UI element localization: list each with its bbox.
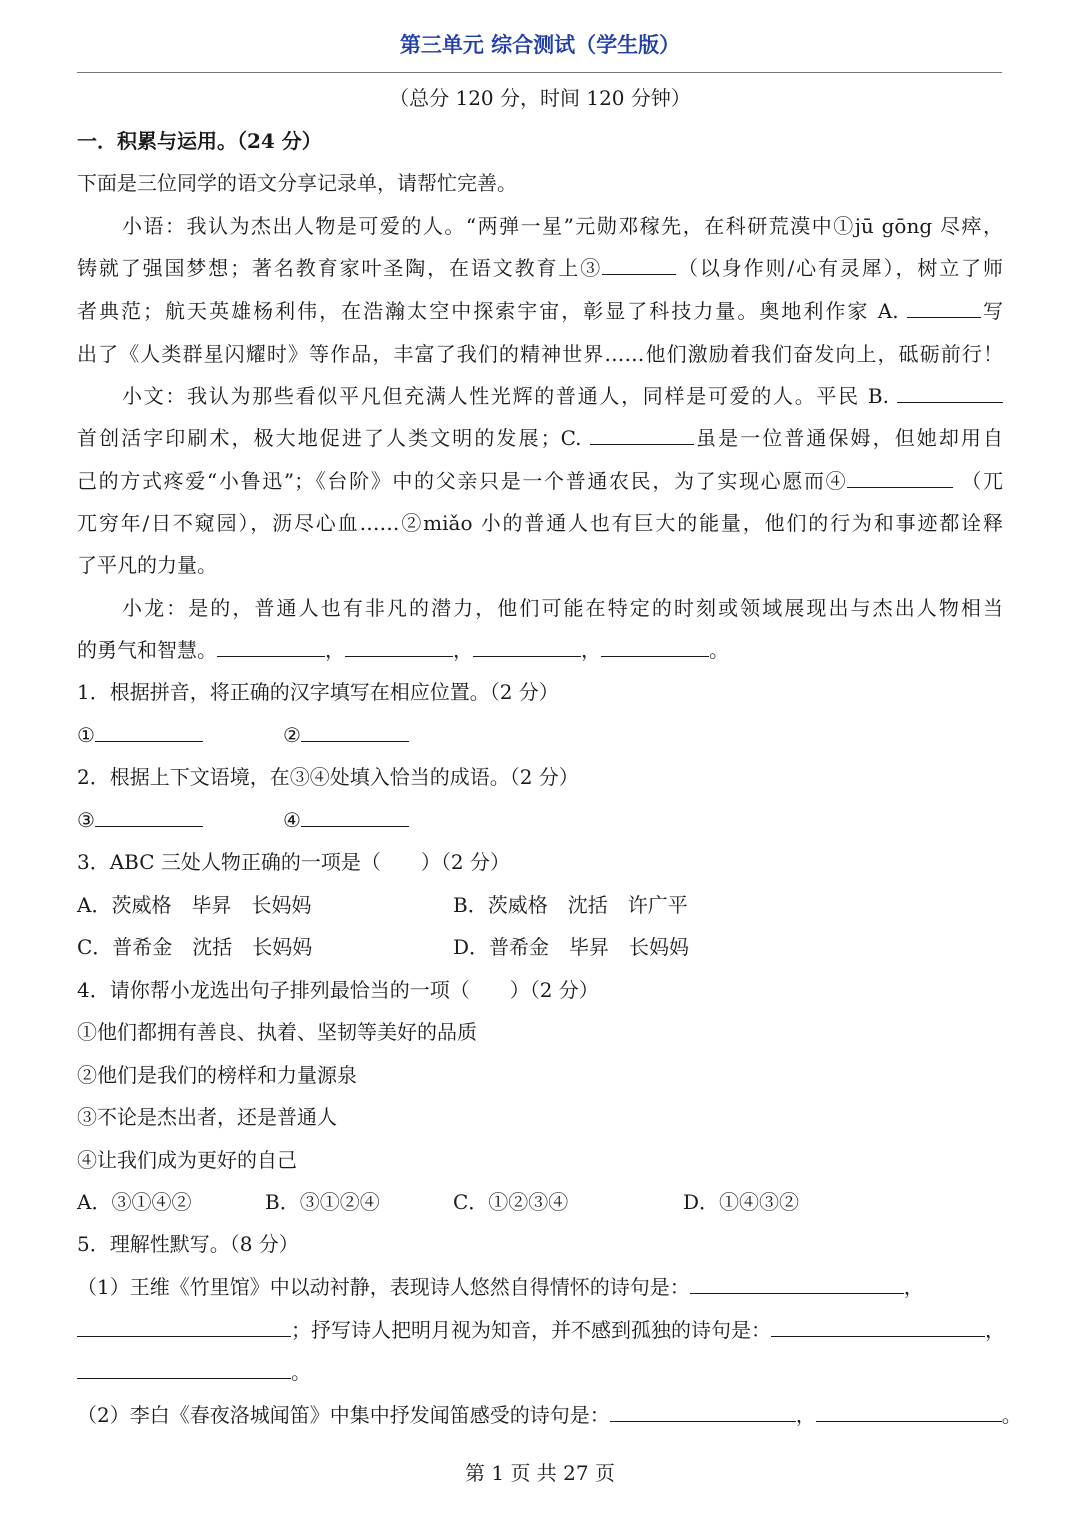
period: 。 (1001, 1403, 1022, 1427)
blank-order-4[interactable] (601, 636, 709, 657)
text-segment: （以身作则/心有灵犀），树立了师 (676, 256, 1003, 280)
paragraph-xiaoyu-line3 (77, 296, 1003, 326)
sentence-1: ①他们都拥有善良、执着、坚韧等美好的品质 (77, 1020, 477, 1044)
blank-a[interactable] (907, 297, 981, 318)
blank-c[interactable] (590, 424, 694, 445)
text-segment: （2）李白《春夜洛城闻笛》中集中抒发闻笛感受的诗句是： (77, 1403, 610, 1427)
text-segment: 己的方式疼爱“小鲁迅”；《台阶》中的父亲只是一个普通农民，为了实现心愿而④ (77, 469, 848, 493)
option-a[interactable]: A．③①④② (77, 1190, 192, 1214)
option-c[interactable]: C．①②③④ (453, 1190, 569, 1214)
option-d[interactable]: D．普希金 毕昇 长妈妈 (453, 935, 690, 959)
paragraph-xiaowen-line3 (77, 466, 1003, 496)
paragraph-xiaoyu-line2 (77, 253, 1003, 283)
question-5-part1-line2 (77, 1315, 1003, 1345)
paragraph-xiaowen-line5: 了平凡的力量。 (77, 553, 217, 577)
option-b[interactable]: B．③①②④ (265, 1190, 380, 1214)
option-b[interactable]: B．茨威格 沈括 许广平 (453, 893, 688, 917)
text-segment: （兀 (961, 469, 1003, 493)
paragraph-xiaolong-line2 (77, 635, 1003, 665)
answer-blank-1[interactable] (95, 721, 203, 742)
poem-blank-1[interactable] (690, 1273, 904, 1294)
blank-4[interactable] (847, 467, 953, 488)
poem-blank-2[interactable] (77, 1316, 291, 1337)
answer-blank-2[interactable] (301, 721, 409, 742)
paragraph-xiaoyu-line4: 出了《人类群星闪耀时》等作品，丰富了我们的精神世界……他们激励着我们奋发向上，砥砺前行！ (77, 342, 1003, 366)
poem-blank-5[interactable] (610, 1401, 796, 1422)
question-5-part1-line1 (77, 1272, 1003, 1302)
sentence-2: ②他们是我们的榜样和力量源泉 (77, 1063, 357, 1087)
sentence-3: ③不论是杰出者，还是普通人 (77, 1105, 337, 1129)
paragraph-xiaowen-line1 (77, 381, 1003, 411)
paragraph-xiaowen-line4: 兀穷年/日不窥园），沥尽心血……②miǎo 小的普通人也有巨大的能量，他们的行为和事迹都诠释 (77, 511, 1003, 535)
poem-blank-3[interactable] (771, 1316, 985, 1337)
question-2: 2．根据上下文语境，在③④处填入恰当的成语。（2 分） (77, 765, 579, 789)
question-1: 1．根据拼音，将正确的汉字填写在相应位置。（2 分） (77, 680, 559, 704)
answer-label: ② (283, 723, 301, 747)
text-segment: ；抒写诗人把明月视为知音，并不感到孤独的诗句是： (291, 1318, 771, 1342)
question-4: 4．请你帮小龙选出句子排列最恰当的一项（ ）（2 分） (77, 978, 599, 1002)
page-number: 第 1 页 共 27 页 (465, 1461, 615, 1485)
sentence-4: ④让我们成为更好的自己 (77, 1148, 297, 1172)
question-5: 5．理解性默写。（8 分） (77, 1232, 299, 1256)
blank-b[interactable] (897, 382, 1003, 403)
period: 。 (709, 638, 729, 662)
text-segment: 虽是一位普通保姆，但她却用自 (693, 426, 1003, 450)
comma: ， (903, 1275, 924, 1299)
poem-blank-4[interactable] (77, 1358, 291, 1379)
text-segment: 的勇气和智慧。 (77, 638, 217, 662)
answer-label: ① (77, 723, 95, 747)
text-segment: 者典范；航天英雄杨利伟，在浩瀚太空中探索宇宙，彰显了科技力量。奥地利作家 A. (77, 299, 899, 323)
option-d[interactable]: D．①④③② (683, 1190, 800, 1214)
blank-order-1[interactable] (217, 636, 325, 657)
poem-blank-6[interactable] (816, 1401, 1002, 1422)
option-c[interactable]: C．普希金 沈括 长妈妈 (77, 935, 313, 959)
answer-blank-4[interactable] (301, 806, 409, 827)
comma: ， (325, 638, 345, 662)
section-heading: 一．积累与运用。（24 分） (77, 129, 322, 153)
option-a[interactable]: A．茨威格 毕昇 长妈妈 (77, 893, 312, 917)
blank-order-3[interactable] (473, 636, 581, 657)
question-5-part1-line3 (77, 1357, 1003, 1387)
blank-3[interactable] (602, 254, 676, 275)
page-title: 第三单元 综合测试（学生版） (399, 33, 681, 57)
text-segment: 小文：我认为那些看似平凡但充满人性光辉的普通人，同样是可爱的人。平民 B. (122, 384, 889, 408)
text-segment: 首创活字印刷术，极大地促进了人类文明的发展；C. (77, 426, 582, 450)
paragraph-xiaolong-line1: 小龙：是的，普通人也有非凡的潜力，他们可能在特定的时刻或领域展现出与杰出人物相当 (122, 596, 1003, 620)
paragraph-xiaowen-line2 (77, 423, 1003, 453)
answer-blank-3[interactable] (95, 806, 203, 827)
answer-label: ③ (77, 808, 95, 832)
comma: ， (453, 638, 473, 662)
text-segment: （1）王维《竹里馆》中以动衬静，表现诗人悠然自得情怀的诗句是： (77, 1275, 690, 1299)
comma: ， (581, 638, 601, 662)
blank-order-2[interactable] (345, 636, 453, 657)
section-intro: 下面是三位同学的语文分享记录单，请帮忙完善。 (77, 171, 517, 195)
header-divider (77, 72, 1002, 73)
question-3: 3．ABC 三处人物正确的一项是（ ）（2 分） (77, 850, 510, 874)
comma: ， (795, 1403, 816, 1427)
exam-subtitle: （总分 120 分，时间 120 分钟） (389, 86, 691, 110)
question-5-part2 (77, 1400, 1022, 1430)
text-segment: 铸就了强国梦想；著名教育家叶圣陶，在语文教育上③ (77, 256, 603, 280)
text-segment: 写 (980, 299, 1003, 323)
comma: ， (985, 1318, 1005, 1342)
period: 。 (291, 1360, 311, 1384)
answer-label: ④ (283, 808, 301, 832)
paragraph-xiaoyu-line1: 小语：我认为杰出人物是可爱的人。“两弹一星”元勋邓稼先，在科研荒漠中①jū gōng 尽瘁， (122, 214, 1003, 238)
